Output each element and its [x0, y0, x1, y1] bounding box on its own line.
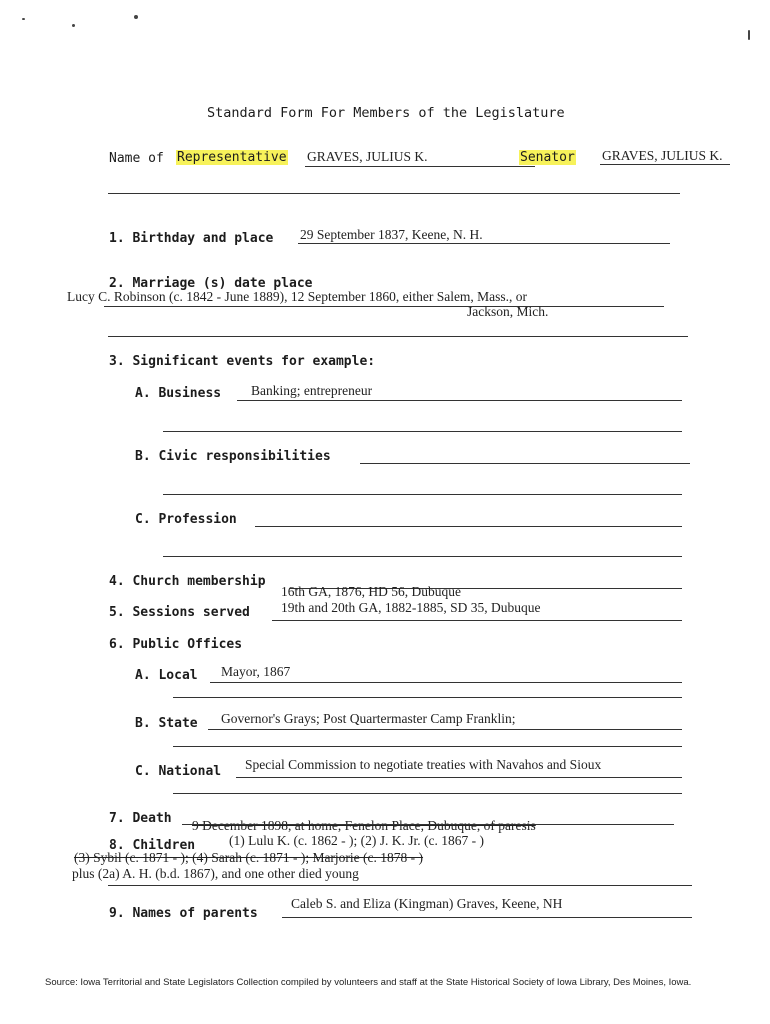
death-label: 7. Death: [109, 811, 172, 826]
representative-line: [305, 166, 535, 167]
birthday-label: 1. Birthday and place: [109, 231, 274, 246]
parents-value: Caleb S. and Eliza (Kingman) Graves, Keene, NH: [291, 896, 563, 911]
civic-label: B. Civic responsibilities: [135, 449, 331, 464]
birthday-value: 29 September 1837, Keene, N. H.: [300, 227, 483, 242]
events-label: 3. Significant events for example:: [109, 354, 376, 369]
state-value: Governor's Grays; Post Quartermaster Camp Franklin;: [221, 711, 516, 726]
senator-line: [600, 164, 730, 165]
children-line: [108, 885, 692, 886]
scan-speck: [748, 30, 750, 40]
name-extra-line: [108, 193, 680, 194]
form-title: Standard Form For Members of the Legislature: [207, 105, 565, 121]
state-line: [208, 729, 682, 730]
sessions-value-line1: 16th GA, 1876, HD 56, Dubuque: [281, 584, 461, 599]
death-line: [182, 824, 674, 825]
business-label: A. Business: [135, 386, 222, 401]
local-line-2: [173, 697, 682, 698]
death-value: 9 December 1898, at home, Fenelon Place, Dubuque, of paresis: [192, 818, 536, 833]
business-line: [237, 400, 682, 401]
offices-label: 6. Public Offices: [109, 637, 243, 652]
profession-label: C. Profession: [135, 512, 237, 527]
senator-label: Senator: [520, 150, 575, 165]
parents-label: 9. Names of parents: [109, 906, 258, 921]
local-label: A. Local: [135, 668, 198, 683]
parents-line: [282, 917, 692, 918]
scan-speck: [134, 15, 138, 19]
local-value: Mayor, 1867: [221, 664, 291, 679]
marriage-value-line1: Lucy C. Robinson (c. 1842 - June 1889), 12 September 1860, either Salem, Mass., or: [67, 289, 528, 304]
marriage-line: [104, 306, 664, 307]
civic-line: [360, 463, 690, 464]
birthday-line: [298, 243, 670, 244]
source-footer: Source: Iowa Territorial and State Legislators Collection compiled by volunteers and staff at the State Historical Society of Iowa Library, Des Moines, Iowa.: [45, 977, 692, 988]
profession-line: [255, 526, 682, 527]
sessions-label: 5. Sessions served: [109, 605, 250, 620]
children-value-line1: (1) Lulu K. (c. 1862 - ); (2) J. K. Jr. (c. 1867 - ): [229, 833, 484, 848]
state-label: B. State: [135, 716, 198, 731]
business-line-2: [163, 431, 682, 432]
national-line: [236, 777, 682, 778]
civic-line-2: [163, 494, 682, 495]
name-prefix: Name of: [109, 151, 164, 166]
national-value: Special Commission to negotiate treaties with Navahos and Sioux: [245, 757, 602, 772]
local-line: [210, 682, 682, 683]
representative-label: Representative: [177, 150, 287, 165]
profession-line-2: [163, 556, 682, 557]
children-label: 8. Children: [109, 838, 196, 853]
sessions-value-line2: 19th and 20th GA, 1882-1885, SD 35, Dubuque: [281, 600, 541, 615]
national-label: C. National: [135, 764, 222, 779]
scan-speck: [22, 18, 25, 20]
state-line-2: [173, 746, 682, 747]
children-value-line3: plus (2a) A. H. (b.d. 1867), and one other died young: [72, 866, 359, 881]
sessions-line: [272, 620, 682, 621]
marriage-label: 2. Marriage (s) date place: [109, 276, 313, 291]
marriage-value-line2: Jackson, Mich.: [467, 304, 549, 319]
children-value-line2: (3) Sybil (c. 1871 - ); (4) Sarah (c. 1871 - ); Marjorie (c. 1878 - ): [74, 850, 424, 865]
marriage-line-2: [108, 336, 688, 337]
senator-value: GRAVES, JULIUS K.: [602, 148, 723, 163]
national-line-2: [173, 793, 682, 794]
church-label: 4. Church membership: [109, 574, 266, 589]
business-value: Banking; entrepreneur: [251, 383, 373, 398]
scan-speck: [72, 24, 75, 27]
representative-value: GRAVES, JULIUS K.: [307, 149, 428, 164]
